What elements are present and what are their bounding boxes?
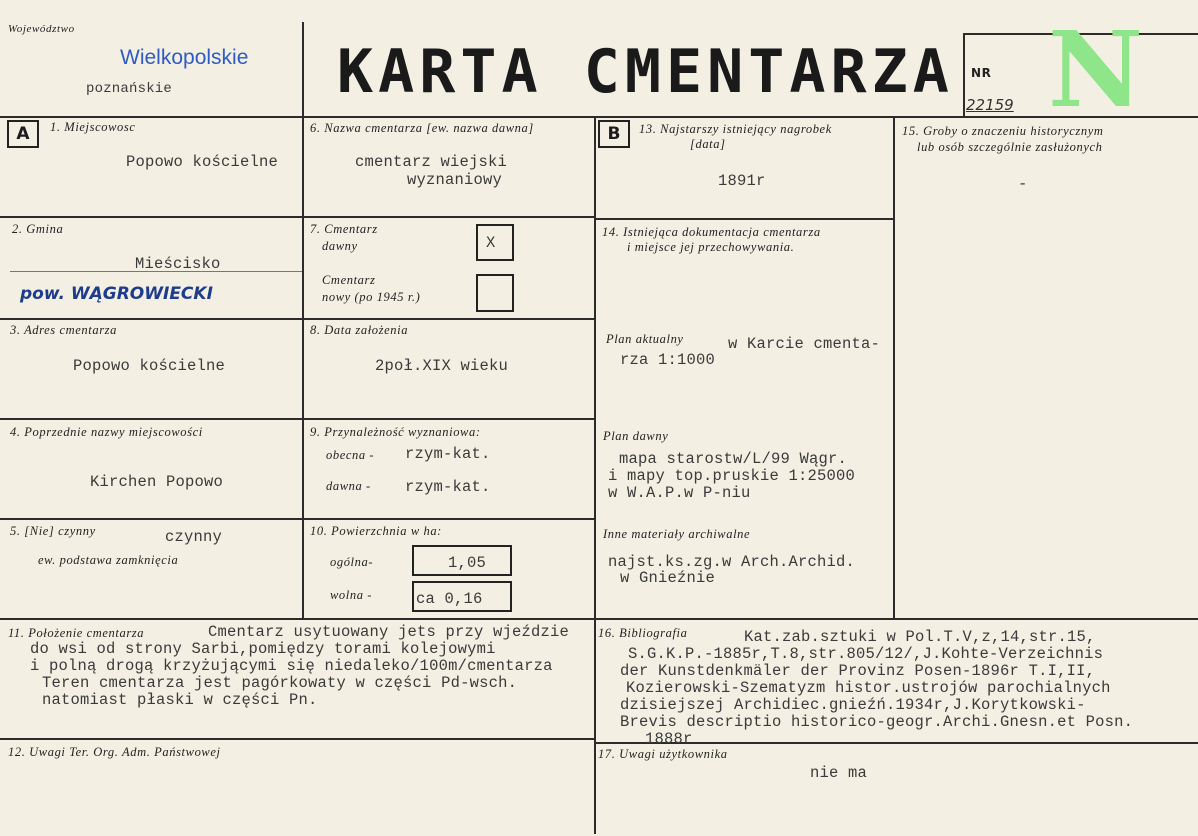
field-7-dawny-label: dawny <box>322 239 358 253</box>
field-11-line: i polną drogą krzyżującymi się niedaleko/100m/cmentarza <box>30 657 553 675</box>
field-11-line: natomiast płaski w części Pn. <box>42 691 318 709</box>
field-16-line: S.G.K.P.-1885r,T.8,str.805/12/,J.Kohte-Verzeichnis <box>628 645 1104 663</box>
wojewodztwo-label: Województwo <box>8 23 75 35</box>
field-9-obecna-label: obecna - <box>326 448 375 462</box>
field-7-label: 7. Cmentarz <box>310 222 378 236</box>
field-4-value: Kirchen Popowo <box>90 473 224 491</box>
divider <box>0 518 594 520</box>
field-15-value: - <box>1018 175 1028 193</box>
field-10-ogolna-label: ogólna- <box>330 555 374 569</box>
plan-dawny-label: Plan dawny <box>603 429 669 443</box>
field-2-value: Mieścisko <box>135 255 221 273</box>
field-16-line: der Kunstdenkmäler der Provinz Posen-1896r T.I,II, <box>620 662 1096 680</box>
plan-aktualny-value-1: w Karcie cmenta- <box>728 335 881 353</box>
field-9-label: 9. Przynależność wyznaniowa: <box>310 425 481 439</box>
field-9-dawna-value: rzym-kat. <box>405 478 491 496</box>
field-2-label: 2. Gmina <box>12 222 64 236</box>
field-14-sublabel: i miejsce jej przechowywania. <box>627 240 795 254</box>
field-6-value-2: wyznaniowy <box>407 171 503 189</box>
field-16-line: 1888r <box>645 730 693 748</box>
field-1-value: Popowo kościelne <box>126 153 279 171</box>
field-13-label: 13. Najstarszy istniejący nagrobek <box>639 122 832 136</box>
field-16-line: dzisiejszej Archidiec.gnieźń.1934r,J.Korytkowski- <box>620 696 1086 714</box>
nr-value: 22159 <box>966 96 1014 114</box>
field-7-nowy-label: Cmentarz <box>322 273 376 287</box>
field-10-label: 10. Powierzchnia w ha: <box>310 524 442 538</box>
field-1-label: 1. Miejscowosc <box>50 120 136 134</box>
field-5-value: czynny <box>165 528 223 546</box>
field-8-label: 8. Data założenia <box>310 323 409 337</box>
field-17-label: 17. Uwagi użytkownika <box>598 747 728 761</box>
divider <box>963 33 965 118</box>
field-10-wolna-label: wolna - <box>330 588 373 602</box>
green-letter-mark: N <box>1048 8 1144 131</box>
field-11-line: Cmentarz usytuowany jets przy wjeździe <box>208 623 570 641</box>
divider <box>0 418 594 420</box>
divider <box>594 118 596 834</box>
divider <box>0 738 594 740</box>
field-7-nowy-sub: nowy (po 1945 r.) <box>322 290 421 304</box>
field-17-value: nie ma <box>810 764 868 782</box>
page-title: KARTA CMENTARZA <box>337 37 954 107</box>
field-12-label: 12. Uwagi Ter. Org. Adm. Państwowej <box>8 745 221 759</box>
field-7-dawny-mark: X <box>486 234 496 252</box>
plan-aktualny-value-2: rza 1:1000 <box>620 351 716 369</box>
field-14-label: 14. Istniejąca dokumentacja cmentarza <box>602 225 821 239</box>
field-4-label: 4. Poprzednie nazwy miejscowości <box>10 425 203 439</box>
field-16-line: Kat.zab.sztuki w Pol.T.V,z,14,str.15, <box>744 628 1096 646</box>
field-16-line: Kozierowski-Szematyzm histor.ustrojów parochialnych <box>626 679 1111 697</box>
section-b-label: B <box>598 120 630 148</box>
field-10-ogolna-value: 1,05 <box>448 554 487 572</box>
field-2-handwritten: pow. WĄGROWIECKI <box>20 284 213 304</box>
field-10-ogolna-box <box>412 545 512 576</box>
inne-materialy-label: Inne materiały archiwalne <box>603 527 751 541</box>
plan-dawny-line: i mapy top.pruskie 1:25000 <box>608 467 856 485</box>
divider <box>594 218 894 220</box>
field-8-value: 2poł.XIX wieku <box>375 357 509 375</box>
wojewodztwo-typed: poznańskie <box>86 81 173 97</box>
field-16-label: 16. Bibliografia <box>598 626 688 640</box>
field-7-nowy-checkbox[interactable] <box>476 274 514 312</box>
section-a-label: A <box>7 120 39 148</box>
wojewodztwo-stamp: Wielkopolskie <box>120 46 249 69</box>
field-16-line: Brevis descriptio historico-geogr.Archi.Gnesn.et Posn. <box>620 713 1134 731</box>
field-11-label: 11. Położenie cmentarza <box>8 626 145 640</box>
field-15-sublabel: lub osób szczególnie zasłużonych <box>917 140 1103 154</box>
field-13-sublabel: [data] <box>690 137 726 151</box>
field-13-value: 1891r <box>718 172 766 190</box>
inne-materialy-line: najst.ks.zg.w Arch.Archid. <box>608 553 856 571</box>
divider <box>0 116 1198 118</box>
field-3-label: 3. Adres cmentarza <box>10 323 117 337</box>
field-9-obecna-value: rzym-kat. <box>405 445 491 463</box>
field-3-value: Popowo kościelne <box>73 357 226 375</box>
plan-dawny-line: mapa starostw/L/99 Wągr. <box>619 450 848 468</box>
field-10-wolna-box <box>412 581 512 612</box>
divider <box>0 618 1198 620</box>
divider <box>0 216 594 218</box>
divider <box>0 318 594 320</box>
divider <box>893 118 895 620</box>
field-9-dawna-label: dawna - <box>326 479 371 493</box>
field-11-line: do wsi od strony Sarbi,pomiędzy torami kolejowymi <box>30 640 496 658</box>
field-6-value-1: cmentarz wiejski <box>355 153 508 171</box>
divider <box>302 22 304 618</box>
field-6-label: 6. Nazwa cmentarza [ew. nazwa dawna] <box>310 121 534 135</box>
field-5-sub: ew. podstawa zamknięcia <box>38 553 179 567</box>
field-10-wolna-value: ca 0,16 <box>416 590 483 608</box>
field-5-label: 5. [Nie] czynny <box>10 524 96 538</box>
field-15-label: 15. Groby o znaczeniu historycznym <box>902 124 1104 138</box>
field-7-dawny-checkbox[interactable] <box>476 224 514 261</box>
plan-dawny-line: w W.A.P.w P-niu <box>608 484 751 502</box>
nr-label: NR <box>971 66 992 80</box>
plan-aktualny-label: Plan aktualny <box>606 332 684 346</box>
inne-materialy-line: w Gnieźnie <box>620 569 716 587</box>
field-11-line: Teren cmentarza jest pagórkowaty w części Pd-wsch. <box>42 674 518 692</box>
